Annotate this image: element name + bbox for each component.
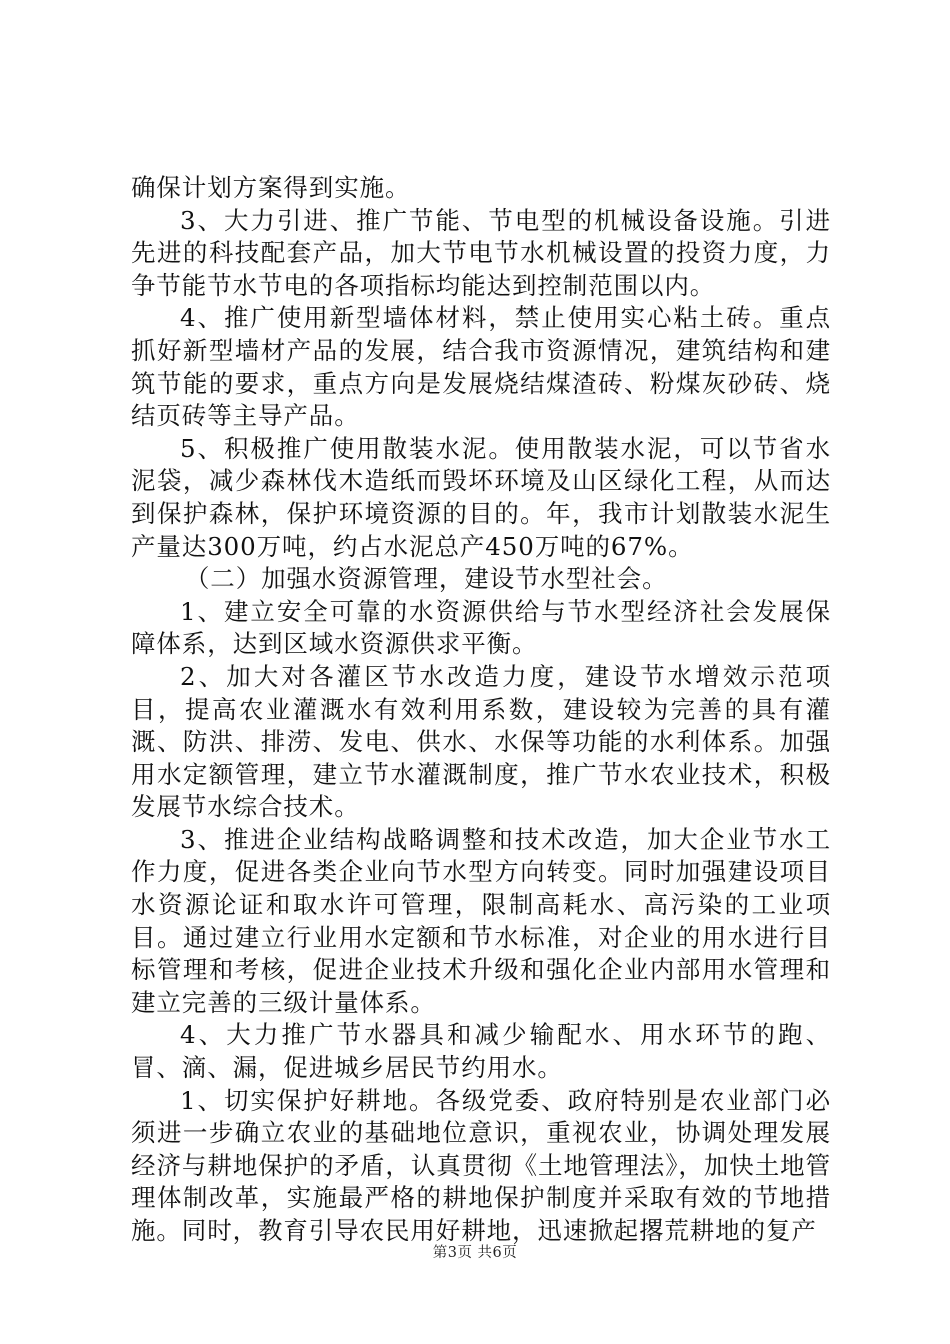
paragraph-item-4-water-appliances: 4、大力推广节水器具和减少输配水、用水环节的跑、冒、滴、漏，促进城乡居民节约用水。 <box>131 1020 831 1083</box>
paragraph-item-1-farmland: 1、切实保护好耕地。各级党委、政府特别是农业部门必须进一步确立农业的基础地位意识，重视农业，协调处理发展经济与耕地保护的矛盾，认真贯彻《土地管理法》，加快土地管理体制改革，实施最严格的耕地保护制度并采取有效的节地措施。同时，教育引导农民用好耕地，迅速掀起撂荒耕地的复产 <box>131 1085 831 1245</box>
paragraph-item-3-equipment: 3、大力引进、推广节能、节电型的机械设备设施。引进先进的科技配套产品，加大节电节水机械设置的投资力度，力争节能节水节电的各项指标均能达到控制范围以内。 <box>131 205 831 300</box>
paragraph-item-2-irrigation: 2、加大对各灌区节水改造力度，建设节水增效示范项目，提高农业灌溉水有效利用系数，建设较为完善的具有灌溉、防洪、排涝、发电、供水、水保等功能的水利体系。加强用水定额管理，建立节水灌溉制度，推广节水农业技术，积极发展节水综合技术。 <box>131 661 831 822</box>
document-body <box>131 172 831 1248</box>
page-footer <box>0 1241 950 1262</box>
page-number: 第3页 共6页 <box>432 1245 518 1261</box>
section-heading-water-resources: （二）加强水资源管理，建设节水型社会。 <box>184 564 668 594</box>
paragraph-continuation: 确保计划方案得到实施。 <box>131 173 411 202</box>
paragraph-item-3-enterprise: 3、推进企业结构战略调整和技术改造，加大企业节水工作力度，促进各类企业向节水型方向转变。同时加强建设项目水资源论证和取水许可管理，限制高耗水、高污染的工业项目。通过建立行业用水定额和节水标准，对企业的用水进行目标管理和考核，促进企业技术升级和强化企业内部用水管理和建立完善的三级计量体系。 <box>131 824 831 1017</box>
paragraph-item-5-bulk-cement: 5、积极推广使用散装水泥。使用散装水泥，可以节省水泥袋，减少森林伐木造纸而毁坏环境及山区绿化工程，从而达到保护森林，保护环境资源的目的。年，我市计划散装水泥生产量达300万吨，约占水泥总产450万吨的67%。 <box>131 433 831 561</box>
paragraph-item-4-wall-materials: 4、推广使用新型墙体材料，禁止使用实心粘土砖。重点抓好新型墙材产品的发展，结合我市资源情况，建筑结构和建筑节能的要求，重点方向是发展烧结煤渣砖、粉煤灰砂砖、烧结页砖等主导产品。 <box>131 303 831 431</box>
paragraph-item-1-water-supply: 1、建立安全可靠的水资源供给与节水型经济社会发展保障体系，达到区域水资源供求平衡。 <box>131 596 831 659</box>
